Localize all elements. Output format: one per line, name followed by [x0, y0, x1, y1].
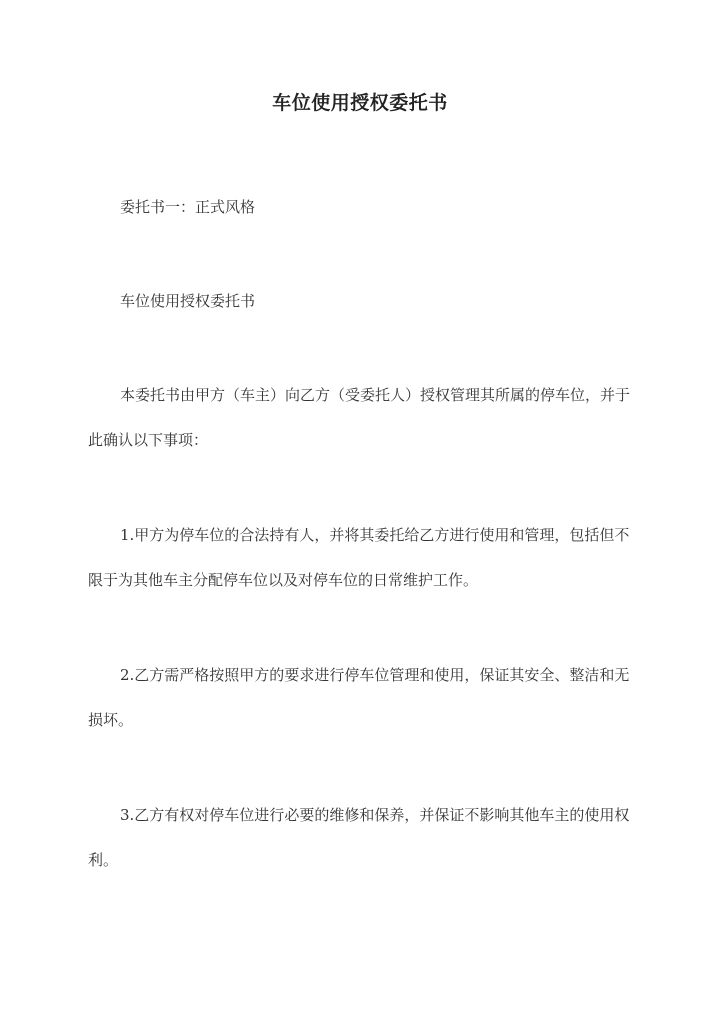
- paragraph-item-1: 1.甲方为停车位的合法持有人，并将其委托给乙方进行使用和管理，包括但不限于为其他车主分配停车位以及对停车位的日常维护工作。: [88, 526, 630, 589]
- paragraph-subtitle: 委托书一：正式风格: [120, 198, 256, 216]
- paragraph-item-3: 3.乙方有权对停车位进行必要的维修和保养，并保证不影响其他车主的使用权利。: [88, 806, 630, 869]
- document-title: 车位使用授权委托书: [272, 92, 448, 114]
- paragraph-item-2: 2.乙方需严格按照甲方的要求进行停车位管理和使用，保证其安全、整洁和无损坏。: [88, 666, 630, 729]
- paragraph-heading: 车位使用授权委托书: [120, 292, 256, 310]
- paragraph-intro: 本委托书由甲方（车主）向乙方（受委托人）授权管理其所属的停车位，并于此确认以下事项：: [88, 386, 631, 449]
